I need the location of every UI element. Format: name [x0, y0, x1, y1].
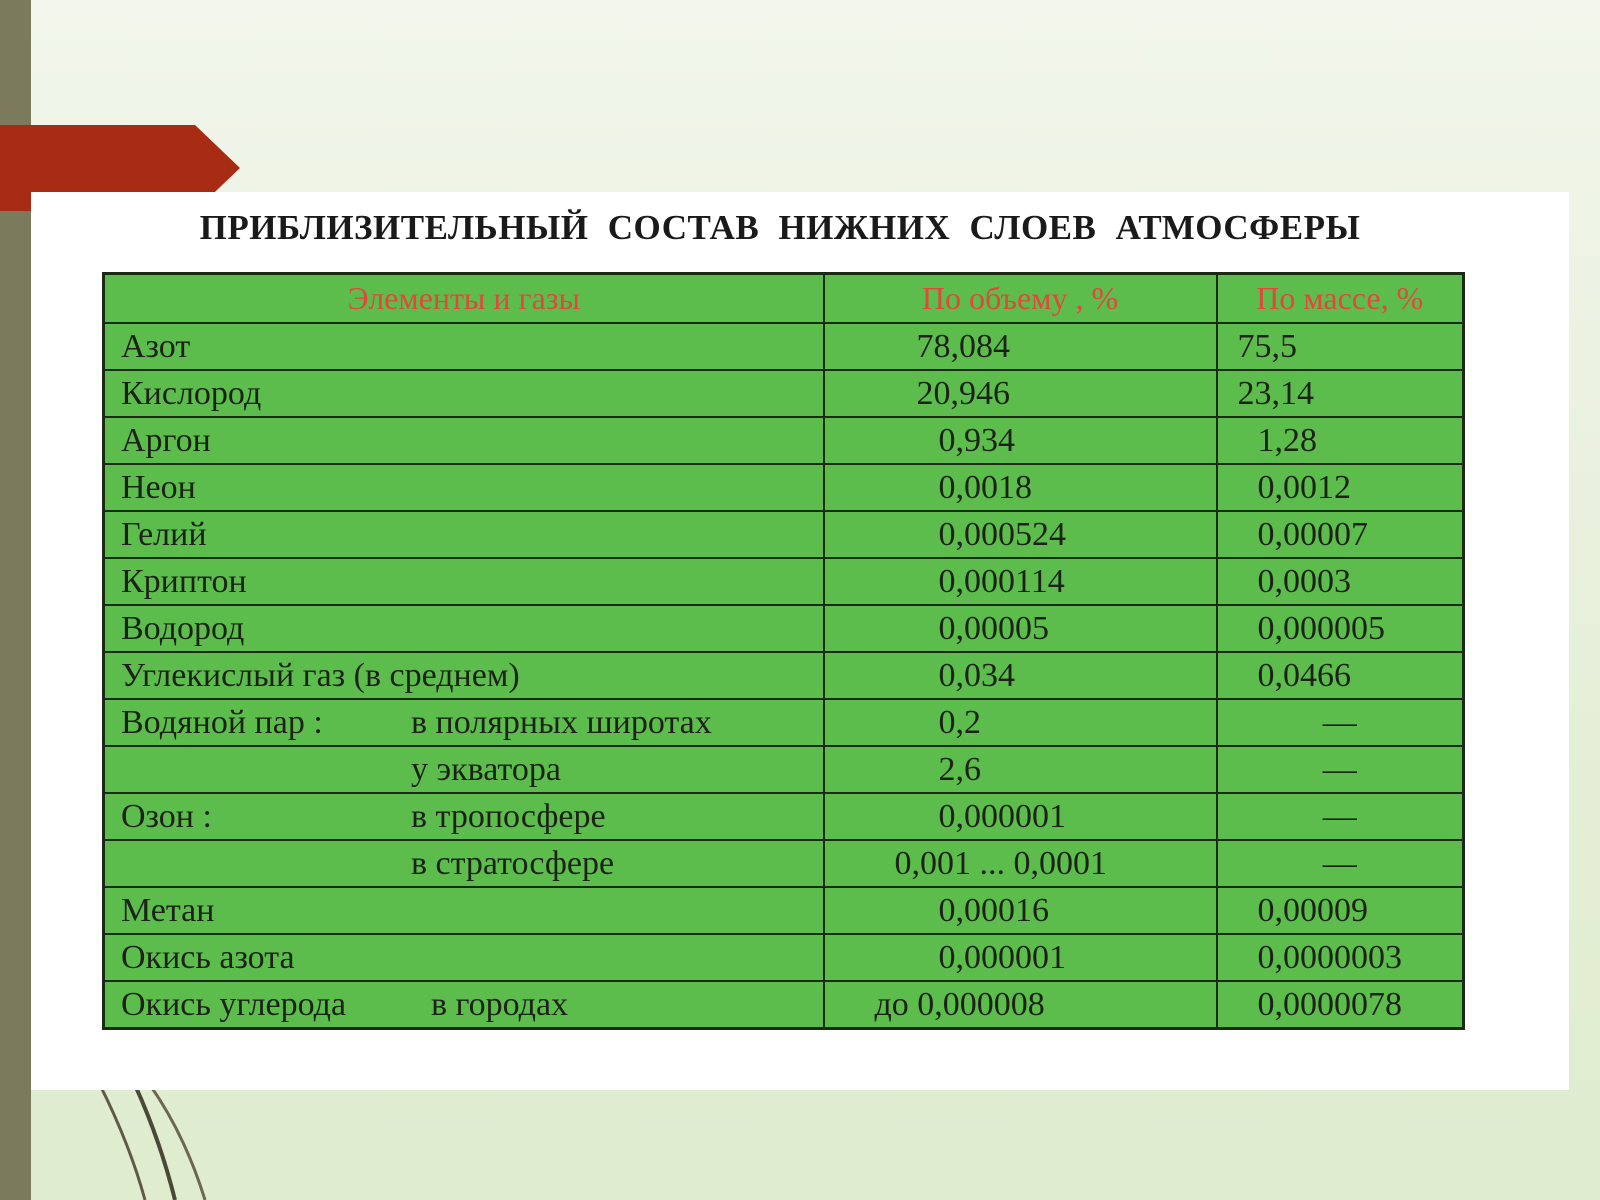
atmosphere-composition-table	[102, 272, 1465, 1030]
cell-mass	[1217, 793, 1464, 840]
cell-name: Водяной пар : в полярных широтах	[104, 699, 824, 746]
table-row	[104, 981, 1464, 1029]
header-elements: Элементы и газы	[104, 274, 824, 324]
cell-name: Кислород	[104, 370, 824, 417]
header-mass: По массе, %	[1217, 274, 1464, 324]
dash-mark: —	[1322, 798, 1357, 835]
cell-mass: 0,0466	[1217, 652, 1464, 699]
table-row	[104, 699, 1464, 746]
table-row	[104, 511, 1464, 558]
cell-name: Водород	[104, 605, 824, 652]
cell-mass: 0,0012	[1217, 464, 1464, 511]
table-row	[104, 840, 1464, 887]
dash-mark: —	[1322, 751, 1357, 788]
cell-volume: 0,00016	[824, 887, 1217, 934]
table-header-row	[104, 274, 1464, 324]
cell-volume: 0,000524	[824, 511, 1217, 558]
cell-volume: 0,001 ... 0,0001	[824, 840, 1217, 887]
cell-mass: 0,0000003	[1217, 934, 1464, 981]
cell-name	[104, 840, 824, 887]
table-row	[104, 793, 1464, 840]
cell-subname: в стратосфере	[411, 845, 615, 882]
cell-volume: 0,000114	[824, 558, 1217, 605]
cell-subname: в городах	[431, 986, 569, 1023]
decorative-lines	[90, 1085, 250, 1200]
cell-mass: 75,5	[1217, 323, 1464, 370]
cell-name: Аргон	[104, 417, 824, 464]
table-row	[104, 370, 1464, 417]
page-title: ПРИБЛИЗИТЕЛЬНЫЙ СОСТАВ НИЖНИХ СЛОЕВ АТМОСФЕРЫ	[199, 208, 1361, 247]
table-row	[104, 605, 1464, 652]
cell-name: Гелий	[104, 511, 824, 558]
table-row	[104, 464, 1464, 511]
table-row	[104, 652, 1464, 699]
cell-name: Неон	[104, 464, 824, 511]
cell-name	[104, 746, 824, 793]
cell-name: Окись углерода в городах	[104, 981, 824, 1029]
cell-volume: 0,934	[824, 417, 1217, 464]
cell-subname: в тропосфере	[411, 798, 606, 835]
cell-name: Метан	[104, 887, 824, 934]
cell-subname: в полярных широтах	[411, 704, 712, 741]
cell-name: Криптон	[104, 558, 824, 605]
cell-name: Углекислый газ (в среднем)	[104, 652, 824, 699]
cell-mass: 23,14	[1217, 370, 1464, 417]
cell-mass: 0,00009	[1217, 887, 1464, 934]
cell-volume: 0,00005	[824, 605, 1217, 652]
table-row	[104, 887, 1464, 934]
cell-mass: 0,000005	[1217, 605, 1464, 652]
cell-volume: 0,034	[824, 652, 1217, 699]
cell-volume: 78,084	[824, 323, 1217, 370]
table-row	[104, 417, 1464, 464]
cell-volume: до 0,000008	[824, 981, 1217, 1029]
cell-volume: 0,0018	[824, 464, 1217, 511]
table-row	[104, 746, 1464, 793]
table-row	[104, 558, 1464, 605]
table-row	[104, 323, 1464, 370]
cell-mass	[1217, 746, 1464, 793]
table-row	[104, 934, 1464, 981]
cell-name: Азот	[104, 323, 824, 370]
cell-name: Окись азота	[104, 934, 824, 981]
dash-mark: —	[1322, 704, 1357, 741]
cell-mass: 0,0003	[1217, 558, 1464, 605]
cell-mass	[1217, 840, 1464, 887]
cell-mass: 0,0000078	[1217, 981, 1464, 1029]
cell-volume: 0,2	[824, 699, 1217, 746]
header-volume: По объему , %	[824, 274, 1217, 324]
cell-mass: 0,00007	[1217, 511, 1464, 558]
cell-name: Озон : в тропосфере	[104, 793, 824, 840]
cell-volume: 20,946	[824, 370, 1217, 417]
cell-mass	[1217, 699, 1464, 746]
cell-mass: 1,28	[1217, 417, 1464, 464]
cell-volume: 2,6	[824, 746, 1217, 793]
cell-subname: у экватора	[411, 751, 561, 788]
cell-volume: 0,000001	[824, 793, 1217, 840]
cell-volume: 0,000001	[824, 934, 1217, 981]
dash-mark: —	[1322, 845, 1357, 882]
